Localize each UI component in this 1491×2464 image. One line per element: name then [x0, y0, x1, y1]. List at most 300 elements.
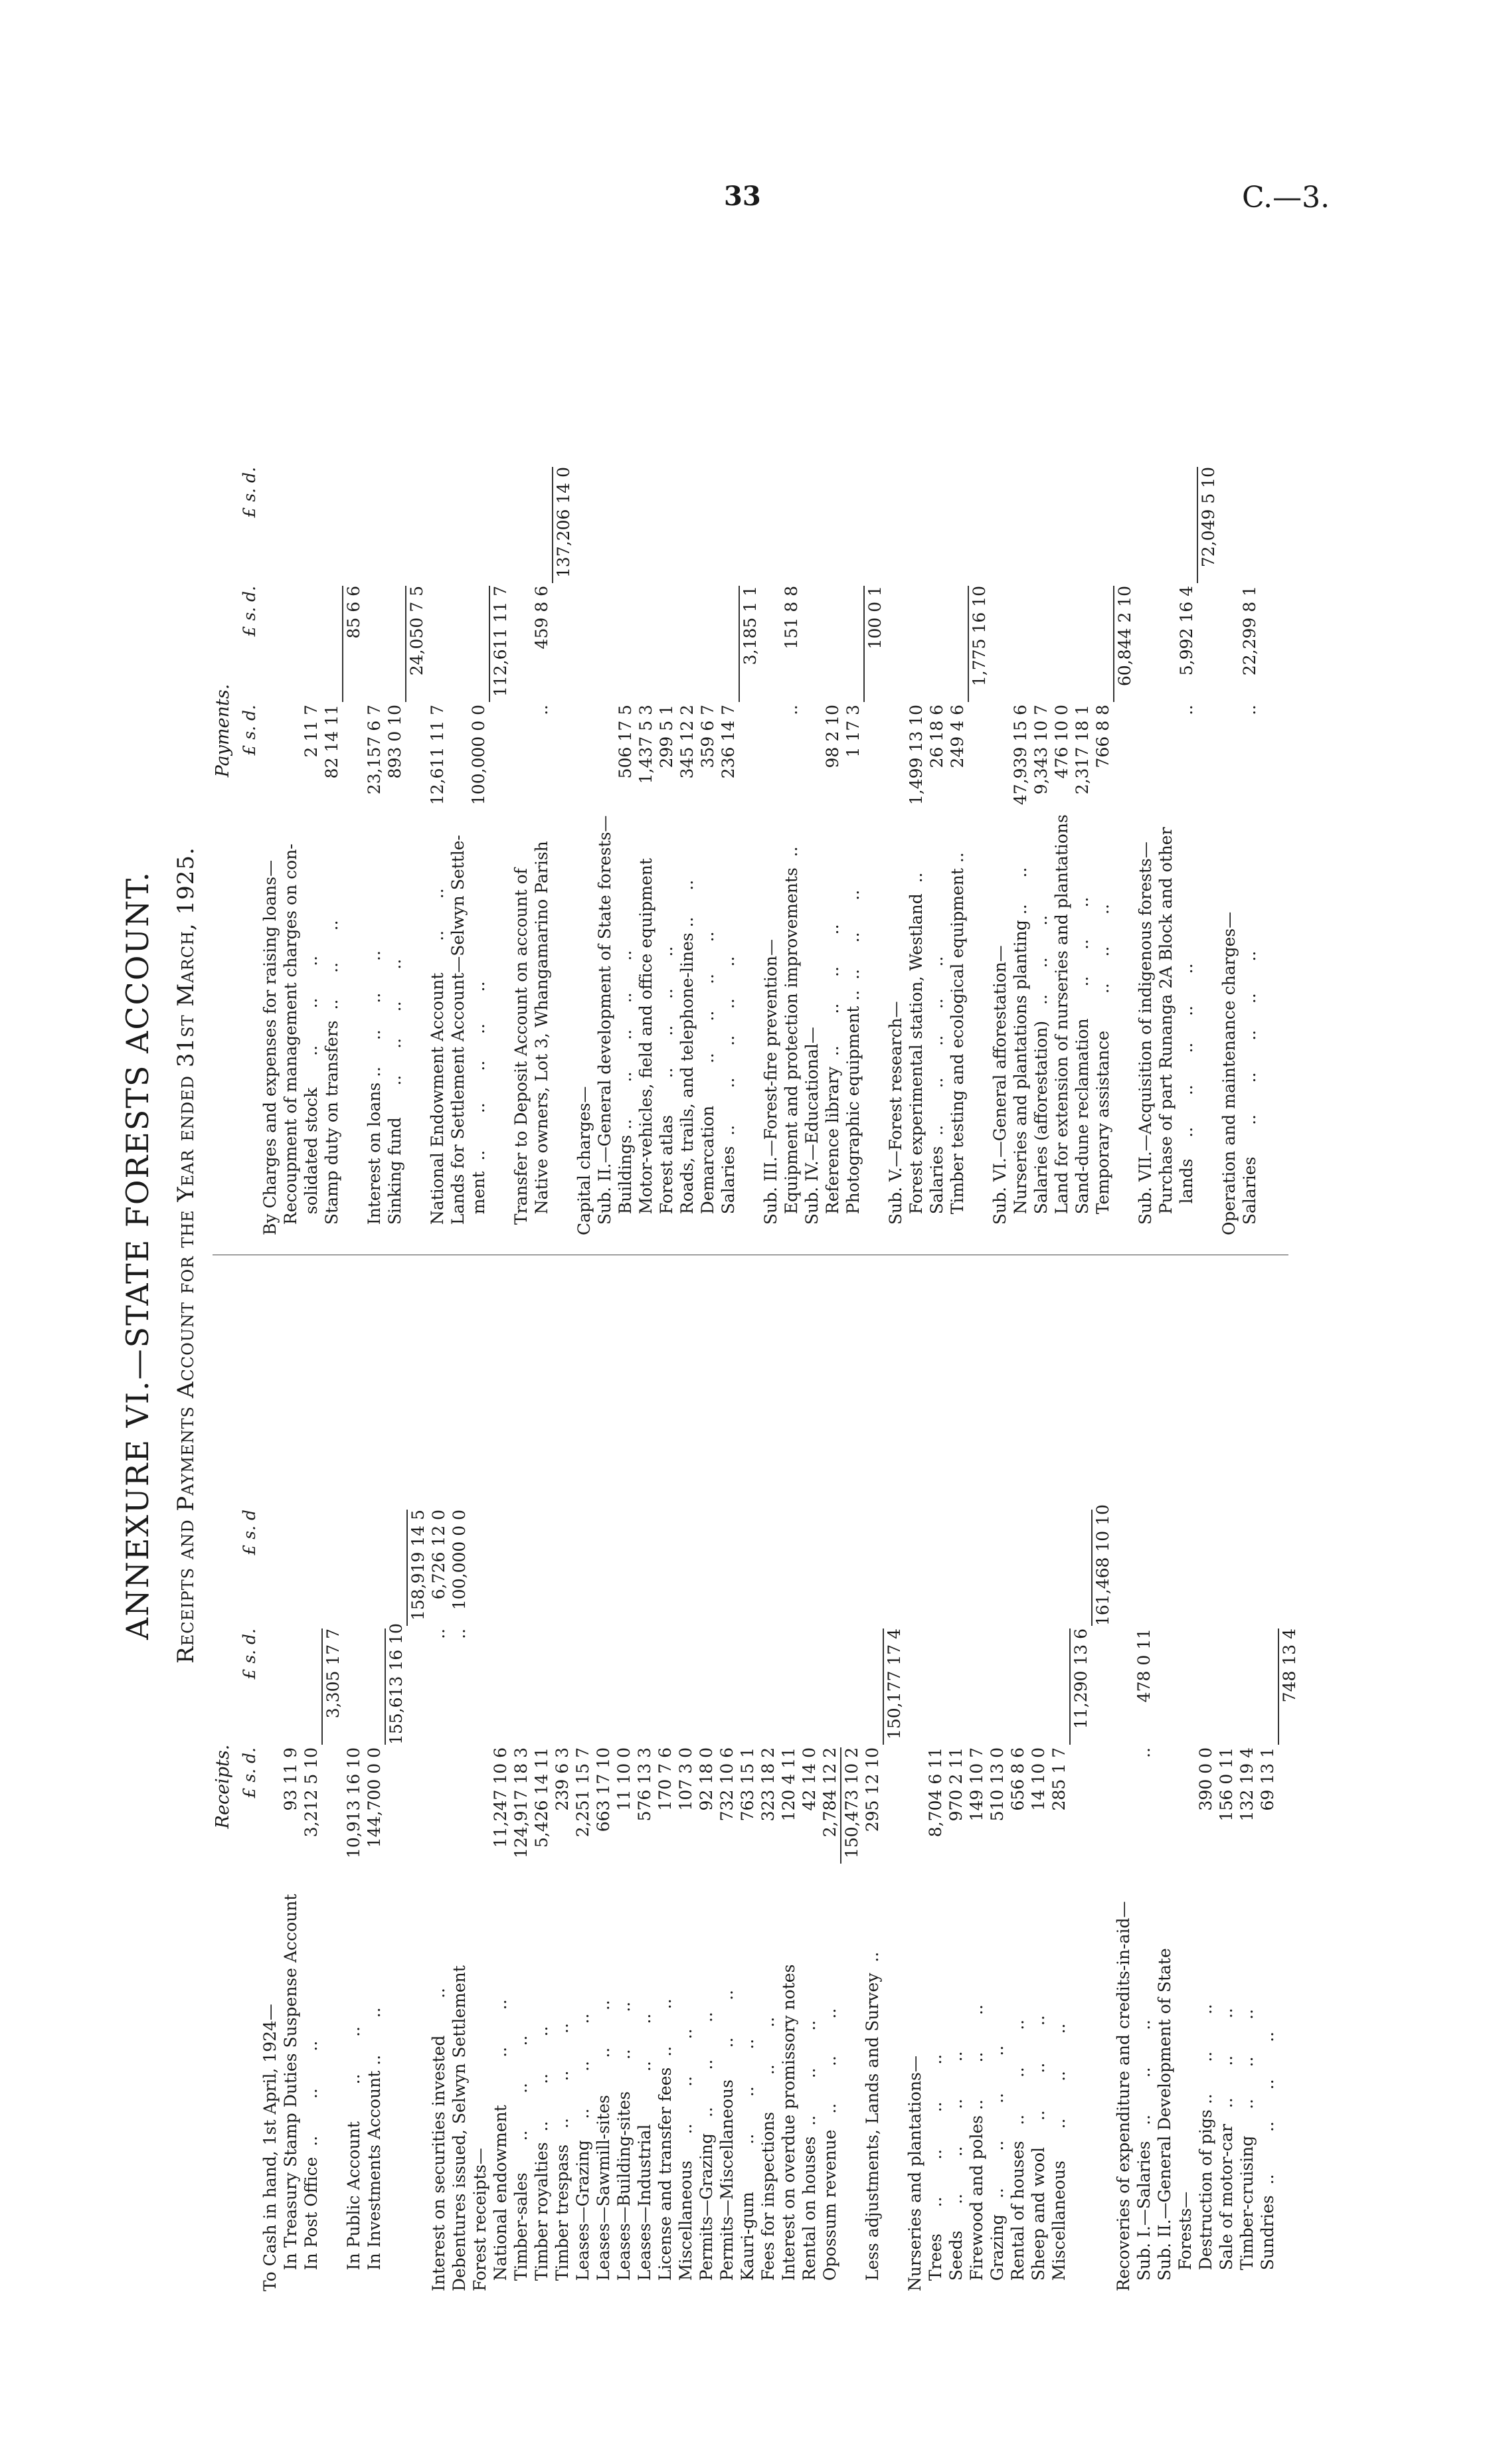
- receipts-amount-cell: [1069, 1747, 1091, 1864]
- payments-row-label: Native owners, Lot 3, Whangamarino Parish: [532, 841, 551, 1235]
- payments-amount-cell: [1113, 705, 1135, 821]
- payments-amount-cell: 236 14 7: [719, 705, 738, 779]
- receipts-amount-cell: [614, 1510, 634, 1626]
- payments-row-label: Recoupment of management charges on con-: [281, 843, 300, 1235]
- receipts-row-label: Sale of motor-car .. .. ..: [1217, 2008, 1236, 2291]
- payments-amount-cell: [342, 705, 364, 821]
- receipts-amount-cell: [862, 1510, 883, 1626]
- receipts-amount-cell: [905, 1628, 925, 1745]
- receipts-amount-cell: [905, 1747, 925, 1864]
- receipts-amount-cell: 150,473 10 2: [840, 1747, 862, 1864]
- receipts-amount-cell: [1257, 1628, 1278, 1745]
- receipts-amount-cell: [925, 1628, 946, 1745]
- receipts-amount-cell: 663 17 10: [594, 1747, 613, 1832]
- payments-amount-cell: [427, 467, 448, 583]
- payments-amount-cell: [511, 586, 531, 702]
- receipts-amount-cell: [1216, 1510, 1237, 1626]
- payments-amount-cell: [990, 705, 1010, 821]
- payments-amount-cell: 3,185 1 1: [739, 586, 760, 702]
- payments-amount-cell: 100 0 1: [863, 586, 885, 702]
- receipts-amount-cell: [905, 1510, 925, 1626]
- receipts-row-label: [1091, 1866, 1113, 2291]
- page-reference: C.—3.: [1242, 181, 1330, 215]
- payments-amount-cell: [468, 586, 489, 702]
- receipts-amount-cell: 93 11 9: [281, 1747, 300, 1811]
- receipts-amount-cell: [717, 1628, 737, 1745]
- rotated-account-table: [120, 219, 1299, 2291]
- receipts-amount-cell: 170 7 6: [656, 1747, 675, 1811]
- receipts-amount-cell: [385, 1747, 406, 1864]
- receipts-row-label: In Treasury Stamp Duties Suspense Account: [281, 1893, 300, 2291]
- payments-amount-cell: [385, 586, 405, 702]
- receipts-row-label: Forest receipts—: [470, 2147, 489, 2291]
- payments-amount-cell: [697, 467, 718, 583]
- payments-amount-cell: [1135, 467, 1156, 583]
- receipts-row-label: Sheep and wool .. .. ..: [1029, 2015, 1048, 2291]
- payments-row-label: Land for extension of nurseries and plantations: [1052, 814, 1071, 1235]
- payments-column-header: £ s. d.: [240, 467, 259, 518]
- payments-amount-cell: [926, 586, 947, 702]
- payments-row-label: Reference library .. .. .. ..: [823, 924, 842, 1235]
- receipts-amount-cell: [737, 1510, 758, 1626]
- receipts-row-label: Leases—Building-sites .. ..: [614, 2001, 634, 2291]
- receipts-amount-cell: [614, 1628, 634, 1745]
- payments-amount-cell: [947, 586, 968, 702]
- payments-amount-cell: 151 8 8: [782, 586, 801, 650]
- receipts-column-header: £ s. d.: [240, 1628, 259, 1680]
- payments-amount-cell: [718, 586, 739, 702]
- payments-amount-cell: 82 14 11: [322, 705, 341, 779]
- receipts-amount-cell: ..: [450, 1628, 469, 1639]
- payments-amount-cell: [926, 467, 947, 583]
- account-subtitle: Receipts and Payments Account for the Year ended 31st March, 1925.: [173, 847, 199, 1664]
- receipts-amount-cell: 124,917 18 3: [511, 1747, 531, 1858]
- payments-amount-cell: [802, 467, 822, 583]
- receipts-amount-cell: 69 13 1: [1258, 1747, 1277, 1811]
- receipts-row-label: [321, 1866, 343, 2291]
- payments-amount-cell: ..: [1177, 705, 1196, 715]
- receipts-amount-cell: [1216, 1628, 1237, 1745]
- payments-amount-cell: 299 5 1: [657, 705, 676, 768]
- payments-amount-cell: [1010, 586, 1031, 702]
- payments-amount-cell: [636, 467, 656, 583]
- receipts-amount-cell: [758, 1628, 778, 1745]
- payments-row-label: Salaries .. .. .. .. ..: [1240, 950, 1259, 1235]
- receipts-amount-cell: [1049, 1628, 1069, 1745]
- receipts-amount-cell: [406, 1747, 428, 1864]
- receipts-amount-cell: 120 4 11: [779, 1747, 798, 1822]
- payments-row-label: [342, 824, 364, 1235]
- payments-amount-cell: [574, 586, 594, 702]
- payments-amount-cell: [448, 705, 468, 821]
- receipts-amount-cell: [531, 1628, 552, 1745]
- payments-row-label: Sub. II.—General development of State forests—: [595, 815, 614, 1235]
- receipts-amount-cell: [758, 1510, 778, 1626]
- payments-amount-cell: [1239, 467, 1260, 583]
- receipts-amount-cell: [883, 1747, 905, 1864]
- payments-amount-cell: [863, 467, 885, 583]
- payments-row-label: Temporary assistance .. .. ..: [1093, 904, 1112, 1235]
- payments-amount-cell: [885, 705, 906, 821]
- receipts-amount-cell: [1257, 1510, 1278, 1626]
- receipts-amount-cell: [799, 1628, 820, 1745]
- receipts-amount-cell: [675, 1510, 696, 1626]
- payments-row-label: Purchase of part Runanga 2A Block and other: [1156, 827, 1176, 1235]
- receipts-amount-cell: 10,913 16 10: [344, 1747, 363, 1858]
- payments-amount-cell: 1,775 16 10: [968, 586, 990, 702]
- payments-amount-cell: [636, 586, 656, 702]
- receipts-amount-cell: [696, 1510, 717, 1626]
- receipts-amount-cell: [280, 1628, 301, 1745]
- receipts-amount-cell: [634, 1510, 655, 1626]
- payments-amount-cell: [448, 586, 468, 702]
- receipts-amount-cell: 132 19 4: [1237, 1747, 1257, 1822]
- receipts-amount-cell: 656 8 6: [1008, 1747, 1027, 1811]
- receipts-amount-cell: 150,177 17 4: [883, 1628, 905, 1745]
- receipts-amount-cell: 3,212 5 10: [302, 1747, 321, 1838]
- payments-row-label: Demarcation .. .. .. ..: [698, 931, 717, 1235]
- receipts-amount-cell: [1278, 1747, 1300, 1864]
- receipts-section: [213, 1282, 1300, 2291]
- payments-amount-cell: [301, 467, 321, 583]
- payments-amount-cell: [885, 586, 906, 702]
- receipts-amount-cell: [511, 1510, 531, 1626]
- receipts-row-label: Firewood and poles .. .. ..: [967, 2004, 986, 2291]
- payments-amount-cell: [511, 467, 531, 583]
- payments-row-label: Photographic equipment .. .. .. ..: [843, 889, 863, 1235]
- payments-amount-cell: 893 0 10: [385, 705, 404, 779]
- payments-amount-cell: [594, 586, 615, 702]
- receipts-amount-cell: 748 13 4: [1278, 1628, 1300, 1745]
- receipts-amount-cell: 478 0 11: [1134, 1628, 1154, 1703]
- receipts-amount-cell: [987, 1510, 1008, 1626]
- payments-amount-cell: [1156, 586, 1176, 702]
- payments-row-label: Motor-vehicles, field and office equipment: [636, 858, 656, 1235]
- payments-amount-cell: 23,157 6 7: [365, 705, 384, 795]
- receipts-row-label: In Investments Account .. ..: [365, 2007, 384, 2291]
- receipts-amount-cell: [321, 1510, 343, 1626]
- receipts-amount-cell: [511, 1628, 531, 1745]
- receipts-amount-cell: 158,919 14 5: [406, 1510, 428, 1626]
- payments-row-label: Buildings .. .. .. .. ..: [616, 950, 635, 1235]
- payments-amount-cell: [822, 467, 843, 583]
- receipts-amount-cell: [1049, 1510, 1069, 1626]
- payments-row-label: Salaries (afforestation) .. .. ..: [1031, 915, 1051, 1235]
- payments-amount-cell: [739, 705, 760, 821]
- payments-amount-cell: [574, 705, 594, 821]
- payments-column-header: £ s. d.: [240, 586, 259, 637]
- receipts-row-label: Grazing .. .. .. ..: [988, 2045, 1007, 2291]
- receipts-amount-cell: [343, 1510, 364, 1626]
- receipts-row-label: Fees for inspections .. ..: [758, 2016, 778, 2291]
- receipts-amount-cell: ..: [429, 1628, 448, 1639]
- receipts-row-label: Permits—Grazing .. .. ..: [697, 2012, 716, 2291]
- payments-amount-cell: [802, 586, 822, 702]
- receipts-heading: Receipts.: [213, 1744, 233, 1829]
- receipts-amount-cell: [428, 1747, 449, 1864]
- payments-amount-cell: [1051, 586, 1072, 702]
- payments-table: [239, 226, 1260, 1235]
- payments-amount-cell: [321, 586, 342, 702]
- payments-amount-cell: [1135, 586, 1156, 702]
- payments-amount-cell: [531, 467, 552, 583]
- receipts-amount-cell: 11,290 13 6: [1069, 1628, 1091, 1745]
- receipts-amount-cell: [966, 1628, 987, 1745]
- receipts-row-label: Sundries .. .. .. ..: [1258, 2031, 1277, 2291]
- receipts-amount-cell: [301, 1510, 321, 1626]
- payments-amount-cell: [1156, 705, 1176, 821]
- payments-column-header: £ s. d.: [240, 705, 259, 756]
- payments-row-label: Roads, trails, and telephone-lines .. ..: [677, 879, 697, 1235]
- payments-amount-cell: ..: [782, 705, 801, 715]
- payments-amount-cell: 85 6 6: [342, 586, 364, 702]
- payments-row-label: Salaries .. .. .. .. ..: [719, 956, 738, 1235]
- receipts-amount-cell: 732 10 6: [717, 1747, 737, 1822]
- receipts-amount-cell: [946, 1510, 966, 1626]
- receipts-amount-cell: 323 18 2: [758, 1747, 778, 1822]
- payments-amount-cell: 112,611 11 7: [489, 586, 511, 702]
- payments-row-label: [1113, 824, 1135, 1235]
- payments-row-label: Nurseries and plantations planting .. ..: [1011, 867, 1030, 1235]
- payments-amount-cell: [1093, 586, 1113, 702]
- payments-row-label: Sub. VII.—Acquisition of indigenous forests—: [1136, 841, 1155, 1235]
- payments-amount-cell: [802, 705, 822, 821]
- receipts-amount-cell: 2,784 12 2: [820, 1747, 839, 1838]
- receipts-amount-cell: [1237, 1628, 1257, 1745]
- receipts-row-label: National endowment .. ..: [491, 1999, 510, 2291]
- receipts-row-label: Miscellaneous .. .. ..: [676, 2028, 695, 2291]
- receipts-row-label: Timber-sales .. .. ..: [511, 2035, 531, 2291]
- payments-row-label: Sub. V.—Forest research—: [886, 1001, 905, 1235]
- receipts-amount-cell: [531, 1510, 552, 1626]
- receipts-amount-cell: [966, 1510, 987, 1626]
- receipts-amount-cell: 285 1 7: [1049, 1747, 1069, 1811]
- receipts-amount-cell: 92 18 0: [697, 1747, 716, 1811]
- receipts-amount-cell: [552, 1510, 572, 1626]
- receipts-column-header: £ s. d.: [240, 1747, 259, 1799]
- payments-amount-cell: [280, 586, 301, 702]
- payments-amount-cell: [906, 586, 926, 702]
- payments-row-label: [1197, 824, 1219, 1235]
- receipts-amount-cell: [778, 1510, 799, 1626]
- receipts-amount-cell: [470, 1628, 490, 1745]
- receipts-table: [239, 1282, 1300, 2291]
- receipts-row-label: License and transfer fees .. ..: [656, 1998, 675, 2291]
- receipts-amount-cell: [1028, 1510, 1049, 1626]
- receipts-amount-cell: 42 14 0: [800, 1747, 819, 1811]
- payments-amount-cell: [615, 467, 636, 583]
- receipts-amount-cell: [883, 1510, 905, 1626]
- receipts-row-label: To Cash in hand, 1st April, 1924—: [260, 2004, 280, 2291]
- receipts-amount-cell: 5,426 14 11: [532, 1747, 551, 1848]
- receipts-row-label: [385, 1866, 406, 2291]
- receipts-amount-cell: [675, 1628, 696, 1745]
- payments-amount-cell: [656, 467, 677, 583]
- receipts-amount-cell: [470, 1510, 490, 1626]
- payments-amount-cell: ..: [1240, 705, 1259, 715]
- receipts-amount-cell: [1091, 1628, 1113, 1745]
- receipts-amount-cell: [364, 1628, 385, 1745]
- receipts-row-label: Sub. I.—Salaries .. .. ..: [1134, 2019, 1154, 2291]
- payments-row-label: Sand-dune reclamation .. .. ..: [1073, 897, 1092, 1235]
- receipts-amount-cell: [1278, 1510, 1300, 1626]
- payments-amount-cell: [511, 705, 531, 821]
- receipts-amount-cell: [799, 1510, 820, 1626]
- receipts-row-label: Miscellaneous .. .. ..: [1049, 2023, 1069, 2291]
- receipts-row-label: Opossum revenue .. .. ..: [820, 2008, 839, 2291]
- payments-amount-cell: [405, 705, 427, 821]
- receipts-column-header: £ s. d: [240, 1510, 259, 1555]
- payments-amount-cell: [760, 467, 781, 583]
- payments-row-label: Transfer to Deposit Account on account of: [511, 868, 531, 1235]
- receipts-amount-cell: [634, 1628, 655, 1745]
- payments-amount-cell: 1,437 5 3: [636, 705, 656, 784]
- payments-row-label: Forest experimental station, Westland ..: [907, 872, 926, 1235]
- payments-amount-cell: [760, 586, 781, 702]
- receipts-amount-cell: 2,251 15 7: [573, 1747, 592, 1838]
- receipts-amount-cell: [1154, 1628, 1175, 1745]
- payments-row-label: Sinking fund .. .. .. ..: [385, 958, 404, 1235]
- receipts-row-label: [406, 1866, 428, 2291]
- receipts-row-label: Timber-cruising .. .. ..: [1237, 2008, 1257, 2291]
- payments-amount-cell: 47,939 15 6: [1011, 705, 1030, 806]
- receipts-row-label: Interest on overdue promissory notes: [779, 1964, 798, 2291]
- receipts-amount-cell: [260, 1747, 280, 1864]
- receipts-amount-cell: 970 2 11: [946, 1747, 966, 1822]
- receipts-amount-cell: [1175, 1510, 1195, 1626]
- payments-amount-cell: [781, 467, 802, 583]
- payments-amount-cell: [1093, 467, 1113, 583]
- payments-amount-cell: [1010, 467, 1031, 583]
- receipts-amount-cell: [343, 1628, 364, 1745]
- payments-amount-cell: [1219, 705, 1239, 821]
- receipts-amount-cell: [717, 1510, 737, 1626]
- payments-row-label: lands .. .. .. .. ..: [1177, 963, 1196, 1235]
- payments-row-label: National Endowment Account .. ..: [428, 888, 447, 1235]
- receipts-amount-cell: [280, 1510, 301, 1626]
- receipts-row-label: Leases—Sawmill-sites .. ..: [594, 2000, 613, 2291]
- payments-amount-cell: 766 8 8: [1093, 705, 1112, 768]
- payments-amount-cell: 98 2 10: [823, 705, 842, 768]
- receipts-amount-cell: 763 15 1: [738, 1747, 757, 1822]
- receipts-amount-cell: [1237, 1510, 1257, 1626]
- receipts-amount-cell: [778, 1628, 799, 1745]
- payments-amount-cell: ..: [532, 705, 551, 715]
- receipts-amount-cell: [696, 1628, 717, 1745]
- receipts-amount-cell: 11,247 10 6: [491, 1747, 510, 1848]
- payments-row-label: Equipment and protection improvements ..: [782, 846, 801, 1235]
- receipts-amount-cell: [925, 1510, 946, 1626]
- payments-amount-cell: 2,317 18 1: [1073, 705, 1092, 795]
- payments-row-label: [863, 824, 885, 1235]
- payments-amount-cell: 476 10 0: [1052, 705, 1071, 779]
- receipts-amount-cell: [385, 1510, 406, 1626]
- receipts-amount-cell: 295 12 10: [863, 1747, 882, 1832]
- payments-row-label: Stamp duty on transfers .. .. ..: [322, 920, 341, 1235]
- receipts-amount-cell: [470, 1747, 490, 1864]
- payments-row-label: Timber testing and ecological equipment ..: [948, 852, 967, 1235]
- receipts-amount-cell: [1028, 1628, 1049, 1745]
- receipts-row-label: In Post Office .. .. ..: [302, 2040, 321, 2291]
- receipts-amount-cell: [1195, 1510, 1216, 1626]
- receipts-amount-cell: [1175, 1747, 1195, 1864]
- payments-amount-cell: [1051, 467, 1072, 583]
- payments-row-label: [405, 824, 427, 1235]
- payments-section: [213, 226, 1260, 1235]
- receipts-amount-cell: [840, 1628, 862, 1745]
- receipts-amount-cell: [1008, 1628, 1028, 1745]
- receipts-amount-cell: 576 13 3: [635, 1747, 654, 1822]
- payments-amount-cell: [968, 467, 990, 583]
- receipts-amount-cell: [364, 1510, 385, 1626]
- payments-amount-cell: [656, 586, 677, 702]
- payments-amount-cell: 22,299 8 1: [1240, 586, 1259, 676]
- receipts-row-label: Interest on securities invested ..: [429, 1988, 448, 2291]
- payments-row-label: ment .. .. .. .. ..: [469, 981, 488, 1235]
- receipts-amount-cell: [1134, 1510, 1154, 1626]
- receipts-amount-cell: 6,726 12 0: [429, 1510, 448, 1600]
- payments-amount-cell: [615, 586, 636, 702]
- receipts-amount-cell: [1175, 1628, 1195, 1745]
- payments-amount-cell: 5,992 16 4: [1177, 586, 1196, 676]
- payments-amount-cell: [739, 467, 760, 583]
- payments-amount-cell: 72,049 5 10: [1197, 467, 1219, 583]
- receipts-amount-cell: [260, 1628, 280, 1745]
- payments-amount-cell: [1135, 705, 1156, 821]
- receipts-amount-cell: [655, 1628, 675, 1745]
- payments-amount-cell: [301, 586, 321, 702]
- payments-amount-cell: 26 18 6: [927, 705, 946, 768]
- receipts-amount-cell: [1008, 1510, 1028, 1626]
- payments-amount-cell: [1219, 467, 1239, 583]
- receipts-row-label: Forests—: [1176, 2191, 1195, 2291]
- payments-row-label: Sub. IV.—Educational—: [802, 1027, 822, 1235]
- receipts-row-label: [883, 1866, 905, 2291]
- payments-amount-cell: [822, 586, 843, 702]
- receipts-row-label: Leases—Grazing .. .. ..: [573, 2013, 592, 2291]
- receipts-amount-cell: 156 0 11: [1217, 1747, 1236, 1822]
- payments-amount-cell: 506 17 5: [616, 705, 635, 779]
- receipts-amount-cell: 14 10 0: [1029, 1747, 1048, 1811]
- receipts-amount-cell: [987, 1628, 1008, 1745]
- receipts-amount-cell: [737, 1628, 758, 1745]
- receipts-row-label: Timber royalties .. .. ..: [532, 2026, 551, 2291]
- payments-amount-cell: 459 8 6: [532, 586, 551, 650]
- payments-amount-cell: [552, 586, 574, 702]
- payments-amount-cell: [280, 705, 301, 821]
- payments-amount-cell: [594, 467, 615, 583]
- payments-amount-cell: [1031, 467, 1051, 583]
- payments-amount-cell: [1176, 467, 1197, 583]
- payments-row-label: Salaries .. .. .. .. ..: [927, 956, 946, 1235]
- receipts-header-spacer: [239, 1866, 260, 2291]
- receipts-row-label: Leases—Industrial .. ..: [635, 2013, 654, 2291]
- payments-amount-cell: [280, 467, 301, 583]
- payments-amount-cell: [1072, 467, 1093, 583]
- receipts-amount-cell: [406, 1628, 428, 1745]
- payments-amount-cell: 2 11 7: [302, 705, 321, 758]
- payments-amount-cell: [405, 467, 427, 583]
- payments-amount-cell: [1219, 586, 1239, 702]
- payments-row-label: Operation and maintenance charges—: [1219, 911, 1239, 1235]
- receipts-row-label: Debentures issued, Selwyn Settlement: [450, 1965, 469, 2291]
- receipts-amount-cell: [820, 1628, 840, 1745]
- receipts-amount-cell: ..: [1134, 1747, 1154, 1758]
- payments-row-label: Interest on loans .. .. .. ..: [365, 950, 384, 1235]
- payments-row-label: Sub. VI.—General afforestation—: [990, 945, 1009, 1235]
- receipts-row-label: Permits—Miscellaneous .. ..: [717, 1989, 737, 2291]
- receipts-amount-cell: [840, 1510, 862, 1626]
